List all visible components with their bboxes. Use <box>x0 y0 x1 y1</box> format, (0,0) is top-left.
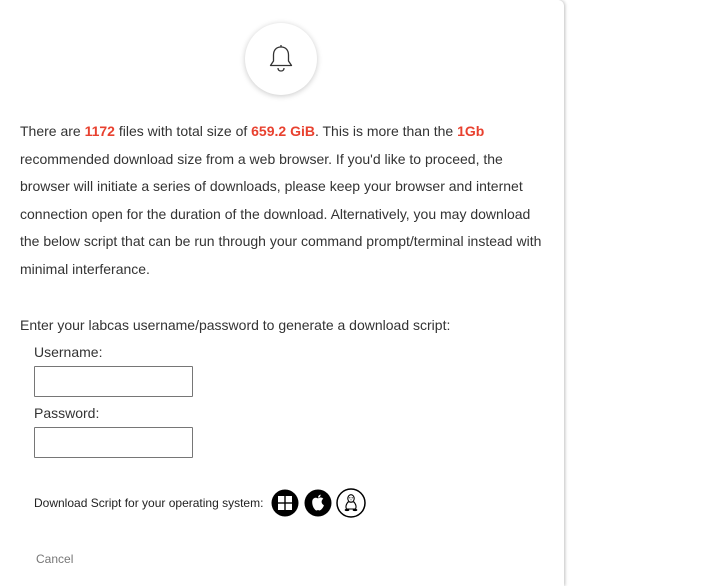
credentials-prompt: Enter your labcas username/password to generate a download script: <box>20 317 451 333</box>
username-input[interactable] <box>34 366 193 397</box>
bell-badge <box>245 23 317 95</box>
windows-download-button[interactable] <box>270 488 300 518</box>
password-input[interactable] <box>34 427 193 458</box>
message-text-4: recommended download size from a web browser. If you'd like to proceed, the browser will initiate a series of downloads, please keep your browser and internet connection open for the duration of the download. Alternatively, you may download the below script that can be run through your command prompt/terminal instead with minimal interferance. <box>20 150 542 277</box>
total-size: 659.2 GiB <box>251 123 315 139</box>
bell-icon <box>267 44 295 74</box>
apple-download-button[interactable] <box>303 488 333 518</box>
apple-icon <box>304 489 332 517</box>
os-download-row <box>34 487 366 519</box>
username-label: Username: <box>34 344 103 360</box>
message-text-3: . This is more than the <box>314 123 458 139</box>
password-label: Password: <box>34 405 100 421</box>
download-size-message <box>20 118 550 283</box>
message-text-1: There are <box>20 123 85 139</box>
windows-icon <box>271 489 299 517</box>
os-label: Download Script for your operating system: <box>34 496 264 510</box>
linux-icon <box>336 488 366 518</box>
message-text-2: files with total size of <box>114 123 252 139</box>
file-count: 1172 <box>84 123 115 139</box>
cancel-button[interactable]: Cancel <box>36 552 74 566</box>
linux-download-button[interactable] <box>336 488 366 518</box>
size-limit: 1Gb <box>457 123 485 139</box>
